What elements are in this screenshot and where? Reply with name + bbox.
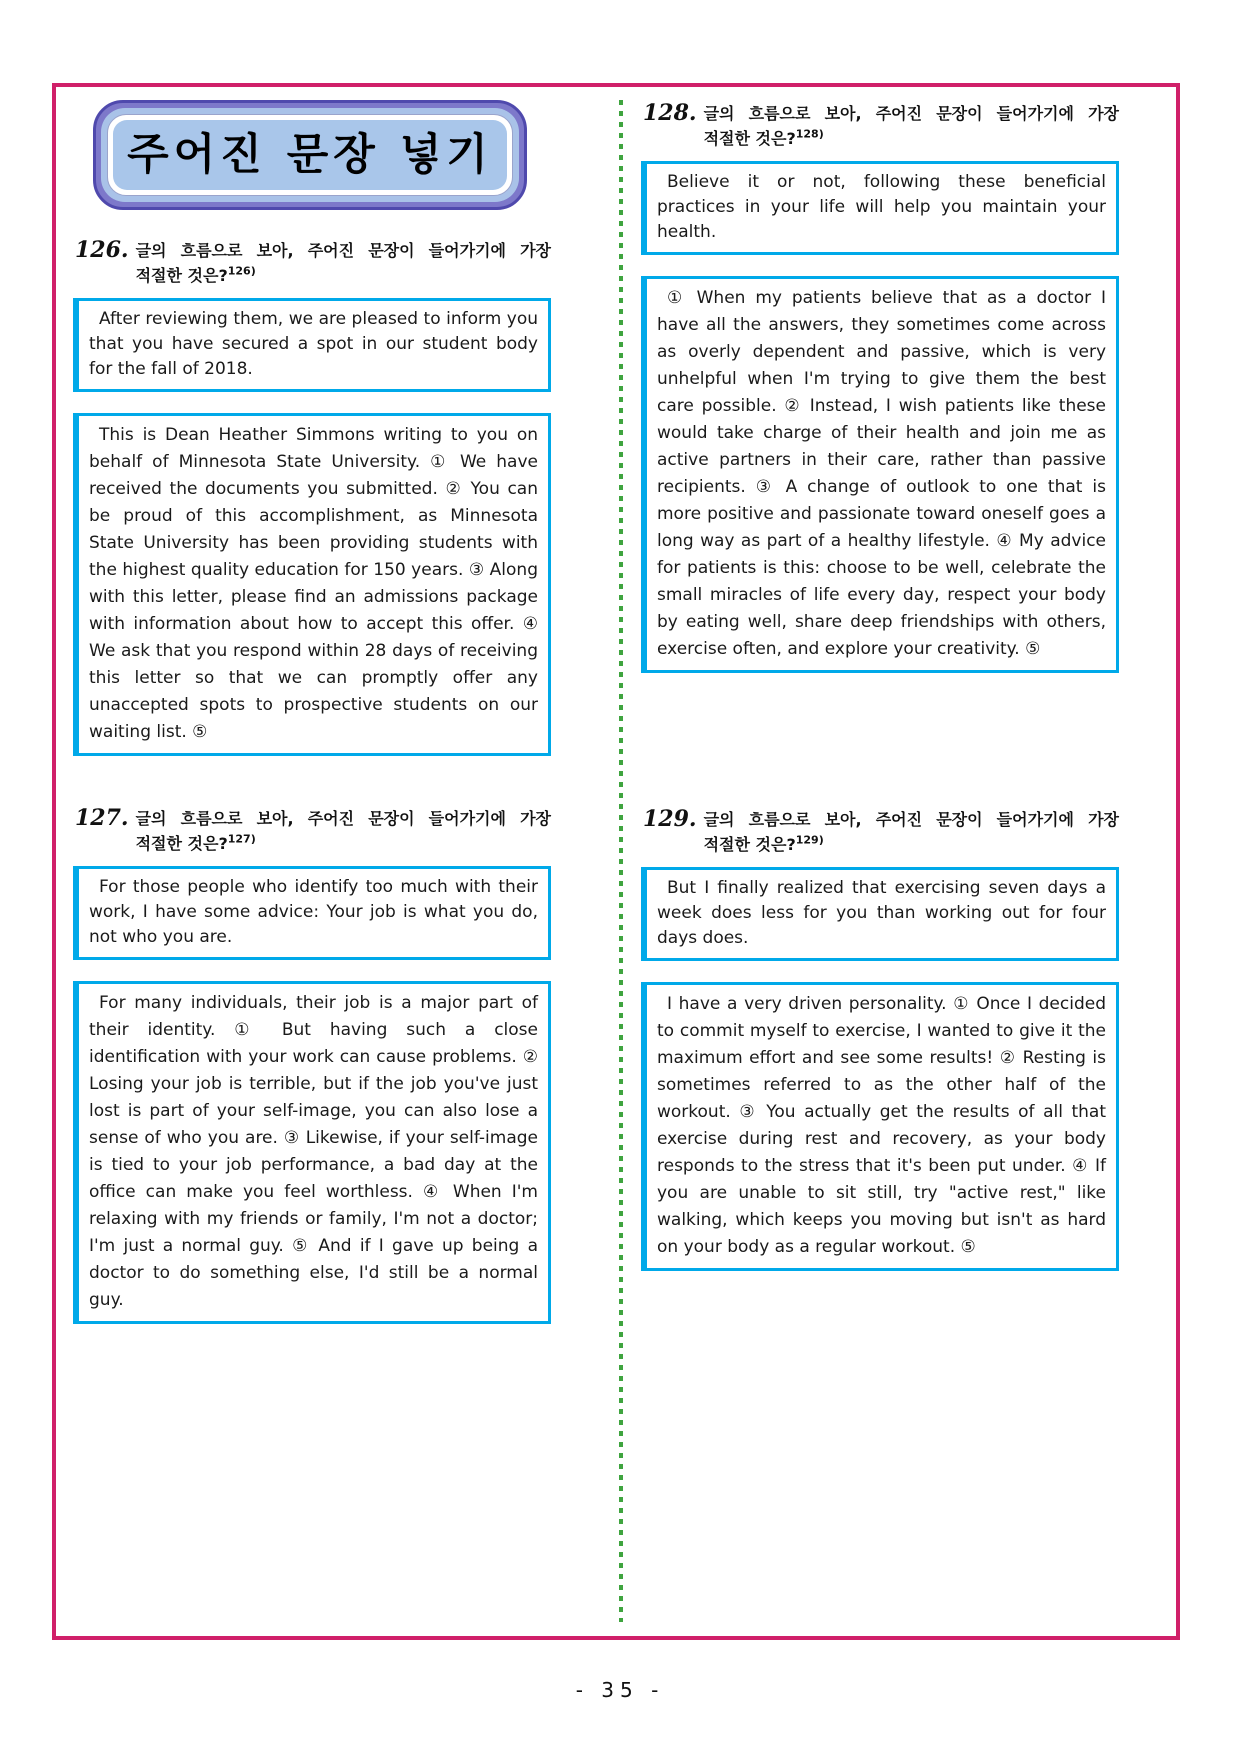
given-sentence-box-128: [641, 161, 1119, 255]
question-prompt: [704, 807, 1119, 857]
page-number: - 35 -: [575, 1678, 665, 1702]
question-126-header: [75, 238, 551, 288]
question-129-header: [643, 807, 1119, 857]
right-column: [641, 101, 1119, 1271]
question-prompt: [136, 238, 551, 288]
banner-ring: [101, 108, 519, 202]
passage-text: ① When my patients believe that as a doctor I have all the answers, they sometimes come across as overly dependent and passive, which is very unhelpful when I'm trying to give them the best care possible. ② Instead, I wish patients like these would take charge of their health and join me as active partners in their care, rather than passive recipients. ③ A change of outlook to one that is more positive and passionate toward oneself goes a long way as part of a healthy lifestyle. ④ My advice for patients is this: choose to be well, celebrate the small miracles of life every day, respect your body by eating well, share deep friendships with others, exercise often, and explore your creativity. ⑤: [657, 288, 1106, 659]
passage-text: For many individuals, their job is a major part of their identity. ① But having such a close identification with your work can cause problems. ② Losing your job is terrible, but if the job you've just lost is part of your self-image, you can also lose a sense of who you are. ③ Likewise, if your self-image is tied to your job performance, a bad day at the office can make you feel worthless. ④ When I'm relaxing with my friends or family, I'm not a doctor; I'm just a normal guy. ⑤ And if I gave up being a doctor to do something else, I'd still be a normal guy.: [89, 993, 538, 1310]
passage-text: I have a very driven personality. ① Once I decided to commit myself to exercise, I wanted to give it the maximum effort and see some results! ② Resting is sometimes referred to as the other half of the workout. ③ You actually get the results of all that exercise during rest and recovery, as your body responds to the stress that it's been put under. ④ If you are unable to sit still, try "active rest," like walking, which keeps you moving but isn't as hard on your body as a regular workout. ⑤: [657, 994, 1106, 1257]
question-prompt: [136, 806, 551, 856]
question-128-header: [643, 101, 1119, 151]
section-title-banner: [93, 100, 527, 210]
footnote-ref: 129): [795, 833, 824, 847]
footnote-ref: 126): [227, 264, 256, 278]
question-prompt-text: 글의 흐름으로 보아, 주어진 문장이 들어가기에 가장 적절한 것은?: [703, 810, 1119, 854]
banner-inner-ring: [107, 114, 513, 196]
given-sentence-box-127: [73, 866, 551, 960]
given-sentence-text: But I finally realized that exercising seven days a week does less for you than working out for four days does.: [657, 878, 1106, 948]
passage-box-127: [73, 981, 551, 1324]
footnote-ref: 128): [795, 127, 824, 141]
given-sentence-text: For those people who identify too much with their work, I have some advice: Your job is what you do, not who you are.: [89, 877, 538, 947]
question-number: 126.: [75, 237, 129, 263]
given-sentence-text: After reviewing them, we are pleased to inform you that you have secured a spot in our student body for the fall of 2018.: [89, 309, 538, 379]
question-prompt-text: 글의 흐름으로 보아, 주어진 문장이 들어가기에 가장 적절한 것은?: [703, 104, 1119, 148]
section-title: 주어진 문장 넣기: [113, 120, 507, 190]
passage-box-126: [73, 413, 551, 756]
passage-text: This is Dean Heather Simmons writing to you on behalf of Minnesota State University. ① We have received the documents you submitted. ② You can be proud of this accomplishment, as Minnesota State University has been providing students with the highest quality education for 150 years. ③ Along with this letter, please find an admissions package with information about how to accept this offer. ④ We ask that you respond within 28 days of receiving this letter so that we can promptly offer any unaccepted spots to prospective students on our waiting list. ⑤: [89, 425, 538, 742]
question-prompt-text: 글의 흐름으로 보아, 주어진 문장이 들어가기에 가장 적절한 것은?: [135, 241, 551, 285]
question-prompt: [704, 101, 1119, 151]
given-sentence-text: Believe it or not, following these beneficial practices in your life will help you maintain your health.: [657, 172, 1106, 242]
given-sentence-box-126: [73, 298, 551, 392]
passage-box-128: [641, 276, 1119, 673]
given-sentence-box-129: [641, 867, 1119, 961]
passage-box-129: [641, 982, 1119, 1271]
question-number: 128.: [643, 100, 697, 126]
column-divider: [619, 100, 623, 1622]
left-column: [73, 98, 551, 1324]
question-number: 129.: [643, 806, 697, 832]
question-prompt-text: 글의 흐름으로 보아, 주어진 문장이 들어가기에 가장 적절한 것은?: [135, 809, 551, 853]
question-127-header: [75, 806, 551, 856]
question-number: 127.: [75, 805, 129, 831]
footnote-ref: 127): [227, 832, 256, 846]
